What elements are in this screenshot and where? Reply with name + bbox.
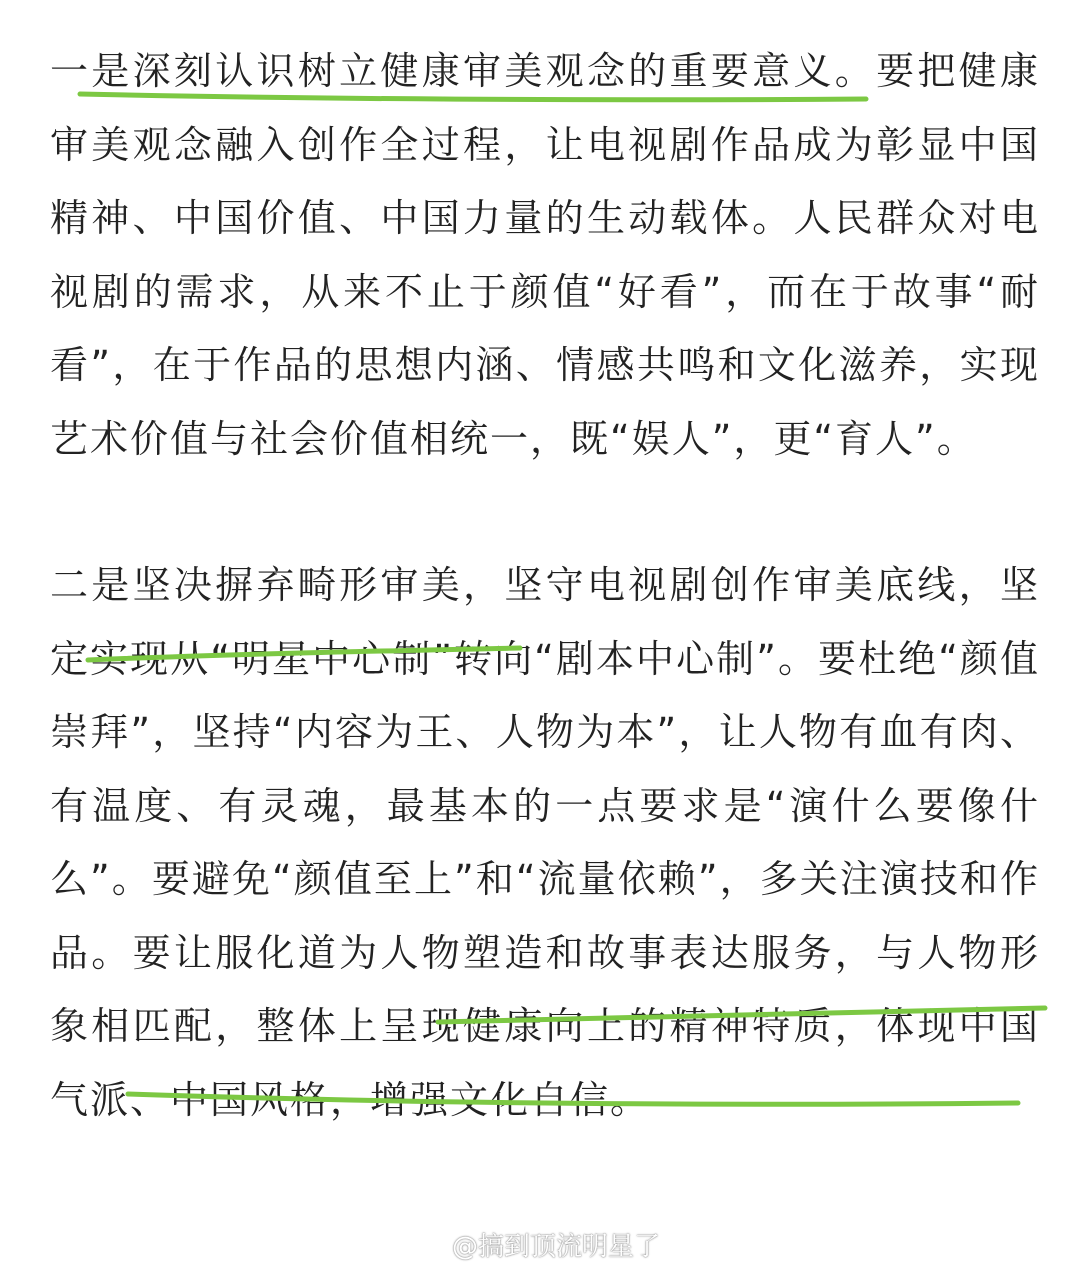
article-body (50, 35, 1040, 1137)
watermark-text: @搞到顶流明星了 (452, 1231, 661, 1262)
paragraph-1: 一是深刻认识树立健康审美观念的重要意义。要把健康审美观念融入创作全过程，让电视剧作品成为彰显中国精神、中国价值、中国力量的生动载体。人民群众对电视剧的需求，从来不止于颜值“好看”，而在于故事“耐看”，在于作品的思想内涵、情感共鸣和文化滋养，实现艺术价值与社会价值相统一，既“娱人”，更“育人”。 (50, 49, 1040, 461)
weibo-watermark (418, 1227, 660, 1261)
weibo-icon (418, 1232, 446, 1256)
paragraph-2: 二是坚决摒弃畸形审美，坚守电视剧创作审美底线，坚定实现从“明星中心制”转向“剧本中心制”。要杜绝“颜值崇拜”，坚持“内容为王、人物为本”，让人物有血有肉、有温度、有灵魂，最基本的一点要求是“演什么要像什么”。要避免“颜值至上”和“流量依赖”，多关注演技和作品。要让服化道为人物塑造和故事表达服务，与人物形象相匹配，整体上呈现健康向上的精神特质，体现中国气派、中国风格，增强文化自信。 (50, 563, 1040, 1122)
